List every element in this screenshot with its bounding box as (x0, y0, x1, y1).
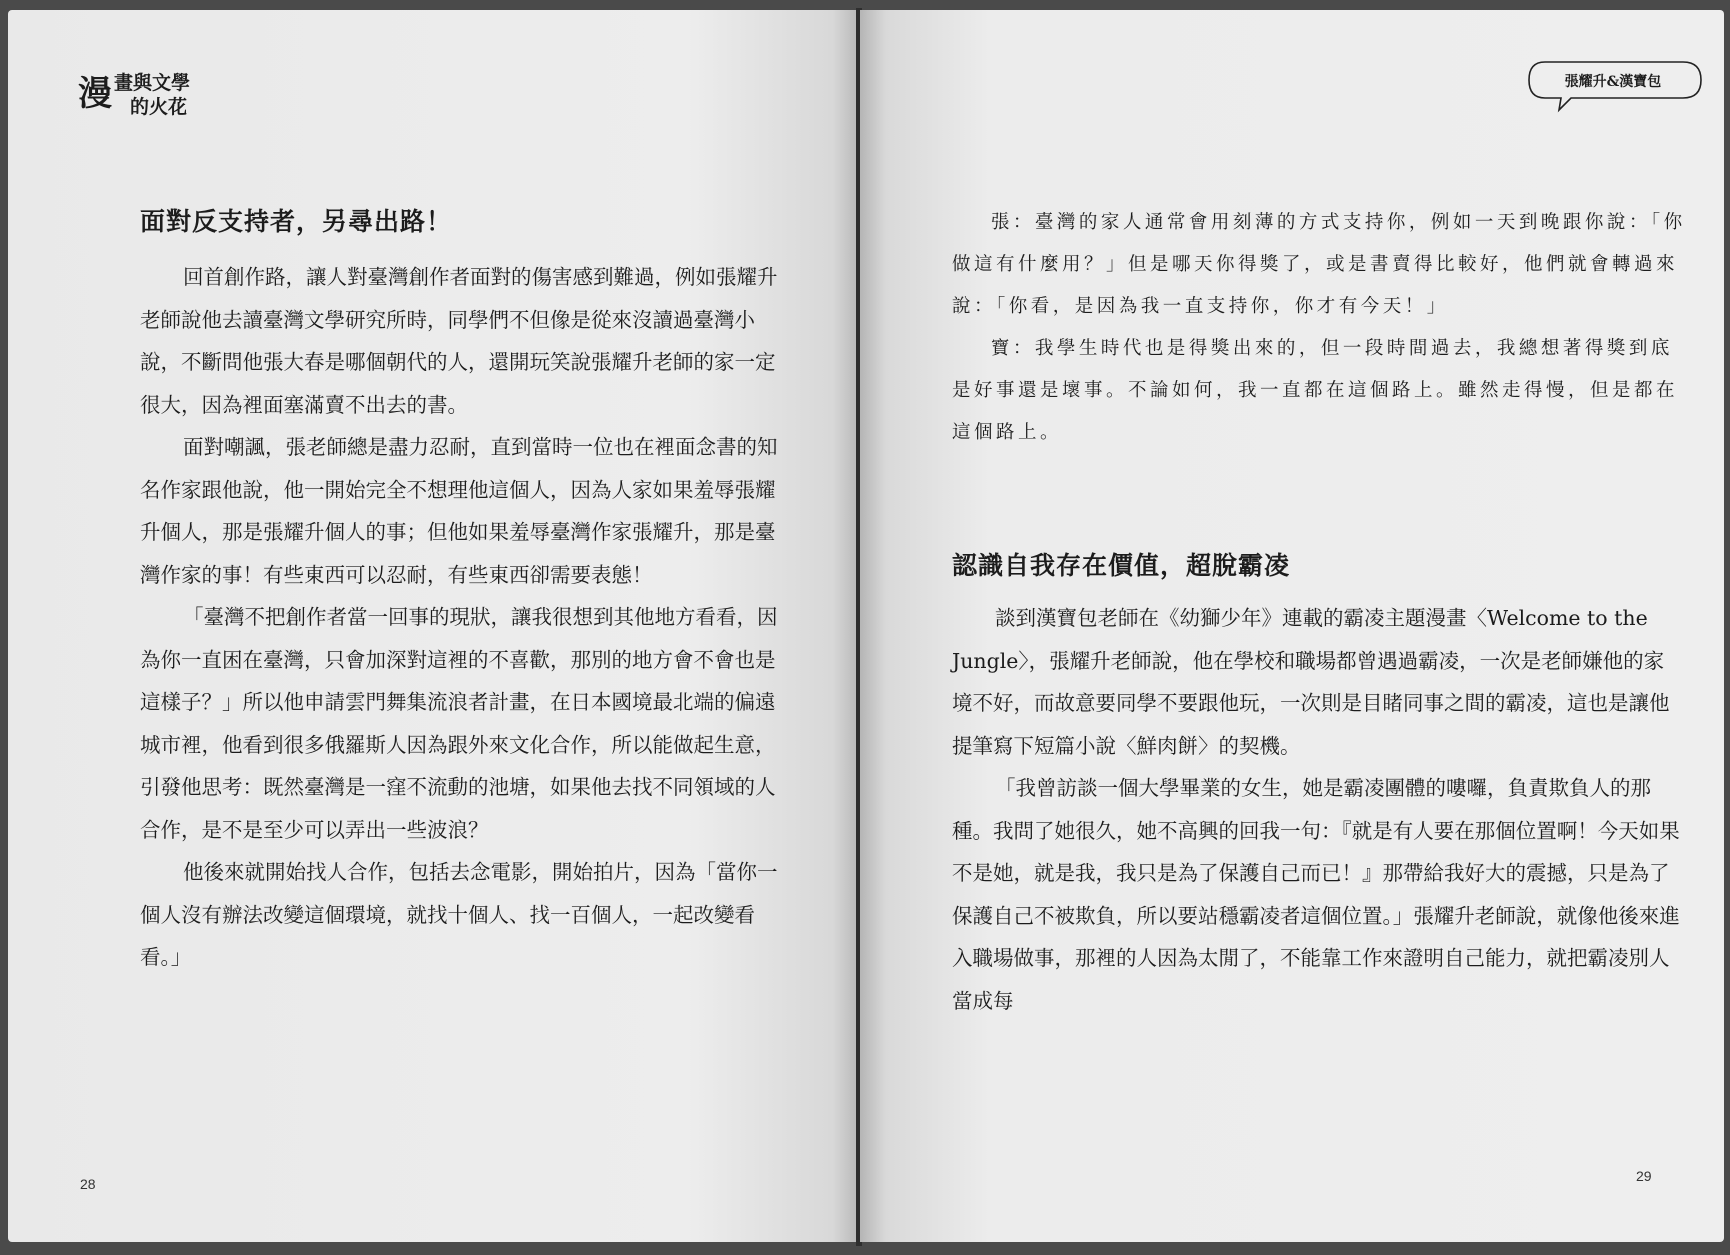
speech-bubble-header (1525, 58, 1709, 108)
paragraph: 「我曾訪談一個大學畢業的女生，她是霸凌團體的嘍囉，負責欺負人的那種。我問了她很久，她不高興的回我一句：『就是有人要在那個位置啊！今天如果不是她，就是我，我只是為了保護自己而已！』那帶給我好大的震撼，只是為了保護自己不被欺負，所以要站穩霸凌者這個位置。」張耀升老師說，就像他後來進入職場做事，那裡的人因為太閒了，不能靠工作來證明自己能力，就把霸凌別人當成每 (952, 776, 1680, 1013)
section-heading: 認識自我存在價值，超脫霸凌 (952, 551, 1291, 580)
left-page (8, 10, 858, 1242)
logo-line-2: 的火花 (130, 96, 188, 118)
page-number: 28 (80, 1176, 96, 1192)
left-body (140, 256, 785, 979)
dialog-line: 寶：我學生時代也是得獎出來的，但一段時間過去，我總想著得獎到底是好事還是壞事。不論如何，我一直都在這個路上。雖然走得慢，但是都在這個路上。 (952, 338, 1679, 443)
right-page (860, 10, 1724, 1242)
bubble-label: 張耀升&漢寶包 (1564, 74, 1662, 90)
series-logo (78, 62, 238, 122)
paragraph: 「臺灣不把創作者當一回事的現狀，讓我很想到其他地方看看，因為你一直困在臺灣，只會加深對這裡的不喜歡，那別的地方會不會也是這樣子？」所以他申請雲門舞集流浪者計畫，在日本國境最北端的偏遠城市裡，他看到很多俄羅斯人因為跟外來文化合作，所以能做起生意，引發他思考：既然臺灣是一窪不流動的池塘，如果他去找不同領域的人合作，是不是至少可以弄出一些波浪？ (140, 605, 778, 842)
dialog-line: 張：臺灣的家人通常會用刻薄的方式支持你，例如一天到晚跟你說：「你做這有什麼用？」但是哪天你得獎了，或是書賣得比較好，他們就會轉過來說：「你看，是因為我一直支持你，你才有今天！」 (952, 212, 1686, 317)
paragraph: 回首創作路，讓人對臺灣創作者面對的傷害感到難過，例如張耀升老師說他去讀臺灣文學研究所時，同學們不但像是從來沒讀過臺灣小說，不斷問他張大春是哪個朝代的人，還開玩笑說張耀升老師的家一定很大，因為裡面塞滿賣不出去的書。 (140, 265, 778, 417)
logo-main-char: 漫 (78, 74, 112, 114)
section-heading: 面對反支持者，另尋出路！ (140, 207, 453, 236)
page-number: 29 (1636, 1168, 1652, 1184)
paragraph: 面對嘲諷，張老師總是盡力忍耐，直到當時一位也在裡面念書的知名作家跟他說，他一開始完全不想理他這個人，因為人家如果羞辱張耀升個人，那是張耀升個人的事；但他如果羞辱臺灣作家張耀升，那是臺灣作家的事！有些東西可以忍耐，有些東西卻需要表態！ (140, 435, 778, 587)
dialog-block (952, 202, 1692, 454)
paragraph: 談到漢寶包老師在《幼獅少年》連載的霸凌主題漫畫〈Welcome to the Jungle〉，張耀升老師說，他在學校和職場都曾遇過霸凌，一次是老師嫌他的家境不好，而故意要同學不要跟他玩，一次則是目睹同事之間的霸凌，這也是讓他提筆寫下短篇小說〈鮮肉餅〉的契機。 (952, 606, 1670, 758)
right-body (952, 597, 1682, 1022)
logo-line-1: 畫與文學 (114, 72, 191, 94)
paragraph: 他後來就開始找人合作，包括去念電影，開始拍片，因為「當你一個人沒有辦法改變這個環境，就找十個人、找一百個人，一起改變看看。」 (140, 860, 778, 969)
